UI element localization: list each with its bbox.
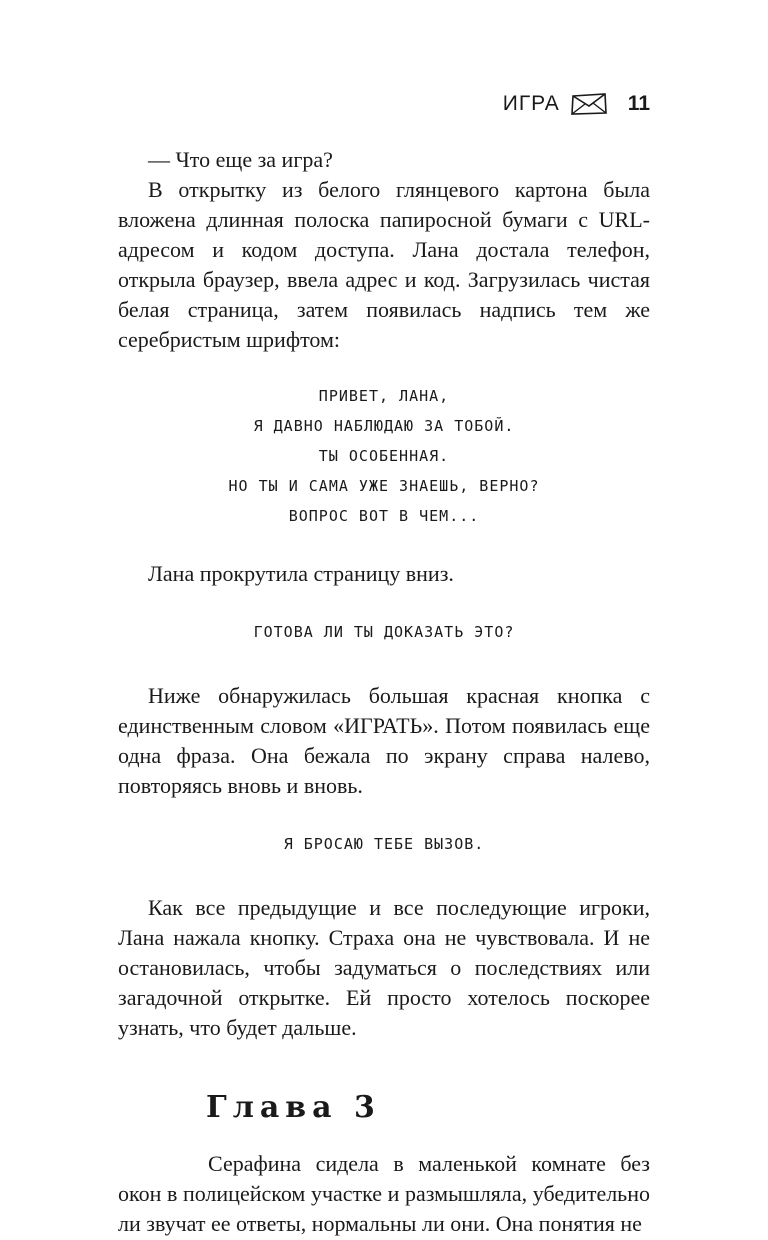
message-question: ГОТОВА ЛИ ТЫ ДОКАЗАТЬ ЭТО?	[253, 623, 515, 641]
message-line: ПРИВЕТ, ЛАНА,	[318, 387, 450, 405]
page-content	[118, 145, 650, 1239]
envelope-icon	[570, 93, 608, 115]
chapter-heading: Глава 3	[206, 1090, 381, 1125]
message-line: НО ТЫ И САМА УЖЕ ЗНАЕШЬ, ВЕРНО?	[228, 477, 540, 495]
running-header	[503, 92, 650, 116]
paragraph-scroll: Лана прокрутила страницу вниз.	[148, 561, 454, 586]
page-number: 11	[627, 92, 650, 115]
header-title: ИГРА	[502, 92, 560, 115]
paragraph-pressed: Как все предыдущие и все последующие игроки, Лана нажала кнопку. Страха она не чувствовала. И не остановилась, чтобы задуматься о последствиях или загадочной открытке. Ей просто хотелось поскорее узнать, что будет дальше.	[118, 895, 650, 1040]
paragraph-postcard: В открытку из белого глянцевого картона была вложена длинная полоска папиросной бумаги с URL-адресом и кодом доступа. Лана достала телефон, открыла браузер, ввела адрес и код. Загрузилась чистая белая страница, затем появилась надпись тем же серебристым шрифтом:	[118, 177, 650, 352]
message-block	[118, 381, 650, 531]
paragraph-dialogue: — Что еще за игра?	[148, 147, 333, 172]
paragraph-chapter-start: Серафина сидела в маленькой комнате без окон в полицейском участке и размышляла, убедительно ли звучат ее ответы, нормальны ли они. Она понятия не	[118, 1151, 650, 1236]
message-line: ТЫ ОСОБЕННАЯ.	[318, 447, 450, 465]
paragraph-button: Ниже обнаружилась большая красная кнопка с единственным словом «ИГРАТЬ». Потом появилась еще одна фраза. Она бежала по экрану справа налево, повторяясь вновь и вновь.	[118, 683, 650, 798]
message-line: Я ДАВНО НАБЛЮДАЮ ЗА ТОБОЙ.	[253, 417, 515, 435]
message-line: ВОПРОС ВОТ В ЧЕМ...	[288, 507, 480, 525]
message-challenge: Я БРОСАЮ ТЕБЕ ВЫЗОВ.	[283, 835, 485, 853]
